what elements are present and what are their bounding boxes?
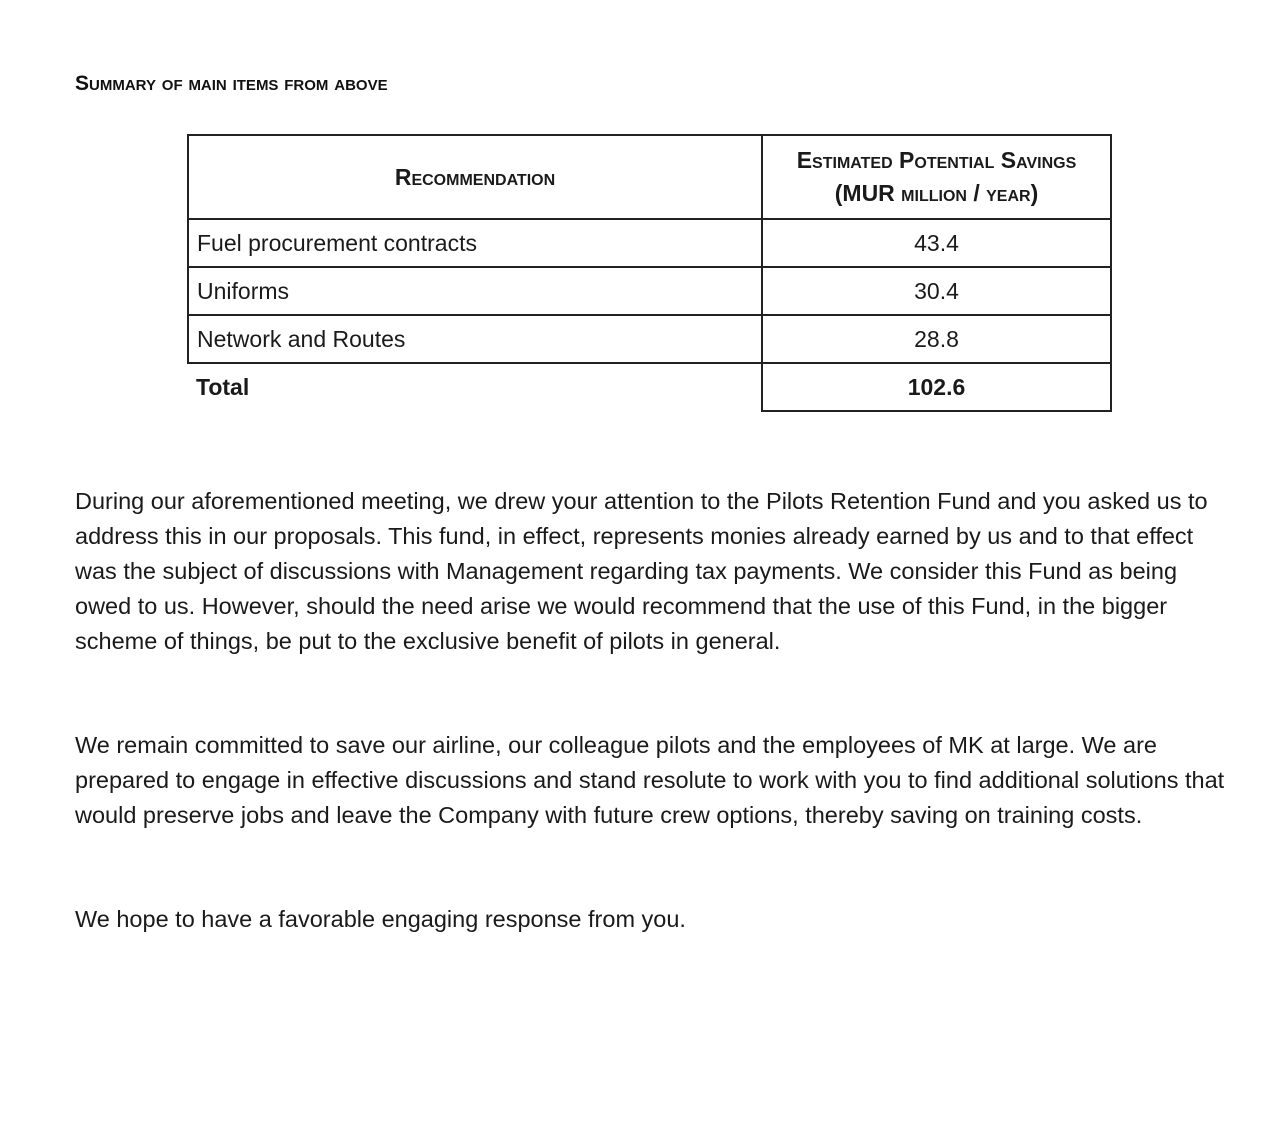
header-recommendation: Recommendation [188, 135, 762, 219]
row-recommendation: Fuel procurement contracts [188, 219, 762, 267]
total-label: Total [188, 363, 762, 411]
header-savings [762, 135, 1111, 219]
table-total-row [188, 363, 1111, 411]
savings-summary-table [187, 134, 1112, 412]
table-row [188, 267, 1111, 315]
row-recommendation: Network and Routes [188, 315, 762, 363]
table-row [188, 219, 1111, 267]
paragraph-closing: We hope to have a favorable engaging response from you. [75, 906, 686, 932]
header-savings-line2: (MUR million / year) [834, 180, 1039, 206]
paragraph-commitment: We remain committed to save our airline, our colleague pilots and the employees of MK at large. We are prepared to engage in effective discussions and stand resolute to work with you to find additional solutions that would preserve jobs and leave the Company with future crew options, thereby saving on training costs. [75, 732, 1225, 828]
table-row [188, 315, 1111, 363]
row-recommendation: Uniforms [188, 267, 762, 315]
total-value: 102.6 [762, 363, 1111, 411]
header-savings-line1: Estimated Potential Savings [796, 147, 1077, 173]
row-savings: 28.8 [762, 315, 1111, 363]
paragraph-retention-fund: During our aforementioned meeting, we drew your attention to the Pilots Retention Fund and you asked us to address this in our proposals. This fund, in effect, represents monies already earned by us and to that effect was the subject of discussions with Management regarding tax payments. We consider this Fund as being owed to us. However, should the need arise we would recommend that the use of this Fund, in the bigger scheme of things, be put to the exclusive benefit of pilots in general. [75, 488, 1208, 654]
table-header-row [188, 135, 1111, 219]
section-heading: Summary of main items from above [75, 72, 388, 95]
row-savings: 43.4 [762, 219, 1111, 267]
row-savings: 30.4 [762, 267, 1111, 315]
